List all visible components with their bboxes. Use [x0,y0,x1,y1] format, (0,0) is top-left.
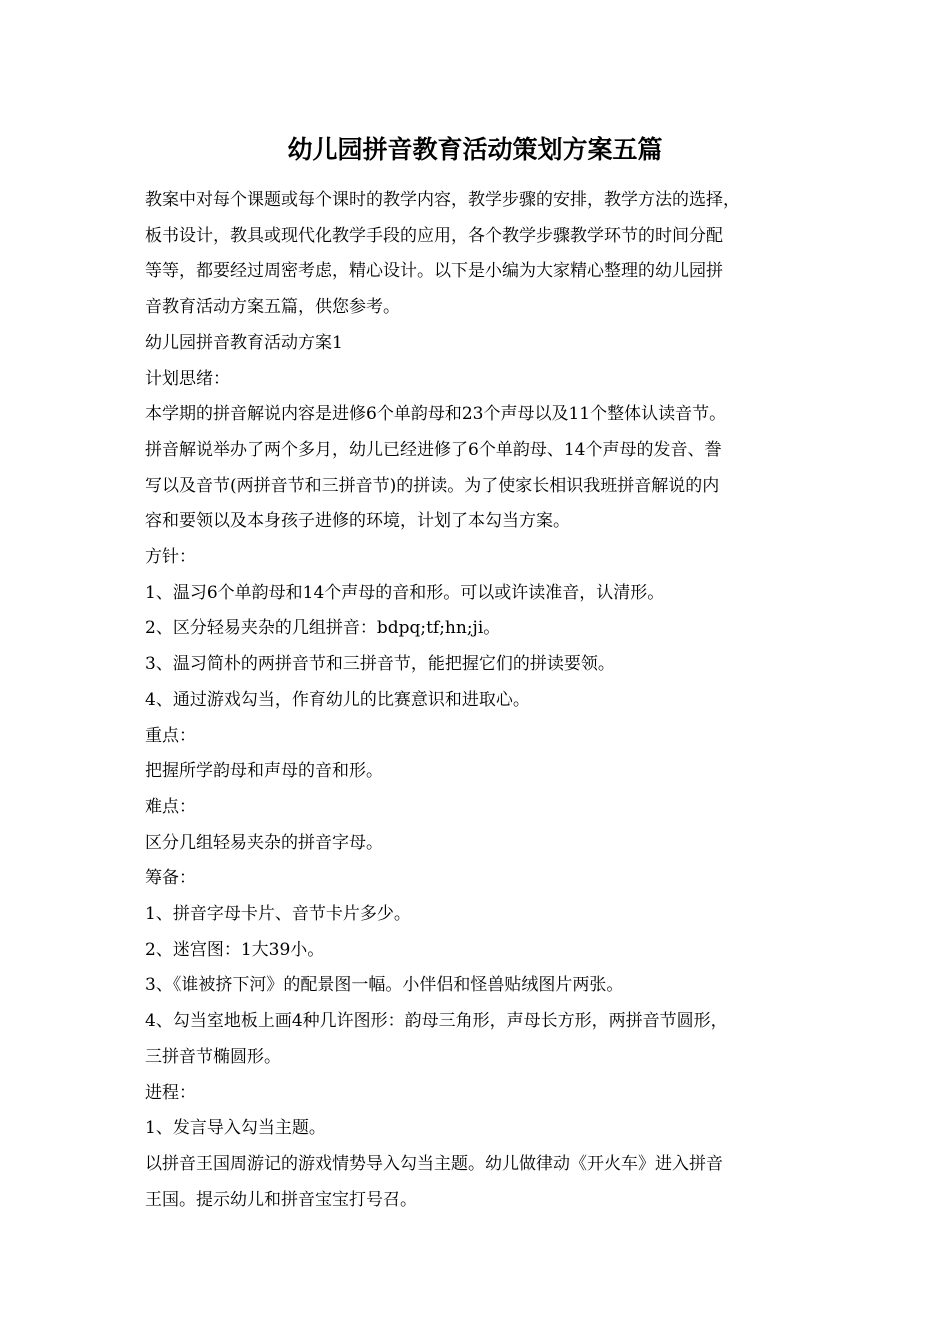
paragraph: 幼儿园拼音教育活动方案1 [145,332,343,353]
paragraph-line: 本学期的拼音解说内容是进修6个单韵母和23个声母以及11个整体认读音节。 [145,404,727,425]
paragraph-line: 等等，都要经过周密考虑，精心设计。以下是小编为大家精心整理的幼儿园拼 [145,261,723,282]
document-title: 幼儿园拼音教育活动策划方案五篇 [287,135,663,164]
paragraph: 难点： [145,796,196,817]
paragraph-line: 音教育活动方案五篇，供您参考。 [145,297,400,318]
document-body [145,183,825,1218]
paragraph: 1、发言导入勾当主题。 [145,1118,326,1139]
paragraph: 1、温习6个单韵母和14个声母的音和形。可以或许读准音，认清形。 [145,582,665,603]
paragraph-line: 三拼音节椭圆形。 [145,1046,281,1067]
paragraph-line: 教案中对每个课题或每个课时的教学内容，教学步骤的安排，教学方法的选择， [145,190,740,210]
paragraph: 方针： [145,547,196,568]
paragraph: 把握所学韵母和声母的音和形。 [145,761,383,782]
paragraph: 2、迷宫图：1大39小。 [145,939,325,960]
paragraph: 重点： [145,725,196,746]
paragraph-line: 写以及音节(两拼音节和三拼音节)的拼读。为了使家长相识我班拼音解说的内 [145,475,720,496]
paragraph-line: 容和要领以及本身孩子进修的环境，计划了本勾当方案。 [145,511,570,532]
paragraph: 2、区分轻易夹杂的几组拼音：bdpq;tf;hn;ji。 [145,618,501,639]
paragraph: 3、温习简朴的两拼音节和三拼音节，能把握它们的拼读要领。 [145,654,615,675]
paragraph: 3、《谁被挤下河》的配景图一幅。小伴侣和怪兽贴绒图片两张。 [145,975,624,996]
paragraph-line: 板书设计，教具或现代化教学手段的应用，各个教学步骤教学环节的时间分配 [145,225,723,246]
paragraph-line: 以拼音王国周游记的游戏情势导入勾当主题。幼儿做律动《开火车》进入拼音 [145,1153,723,1174]
paragraph: 筹备： [145,868,196,889]
paragraph: 计划思绪： [145,368,230,389]
paragraph: 1、拼音字母卡片、音节卡片多少。 [145,904,411,925]
paragraph: 4、通过游戏勾当，作育幼儿的比赛意识和进取心。 [145,689,530,710]
paragraph-line: 拼音解说举办了两个多月，幼儿已经进修了6个单韵母、14个声母的发音、誊 [145,439,722,460]
paragraph-line: 王国。提示幼儿和拼音宝宝打号召。 [145,1189,417,1210]
paragraph: 区分几组轻易夹杂的拼音字母。 [145,832,383,853]
paragraph: 进程： [145,1082,196,1103]
paragraph-line: 4、勾当室地板上画4种几许图形：韵母三角形，声母长方形，两拼音节圆形， [145,1011,728,1032]
